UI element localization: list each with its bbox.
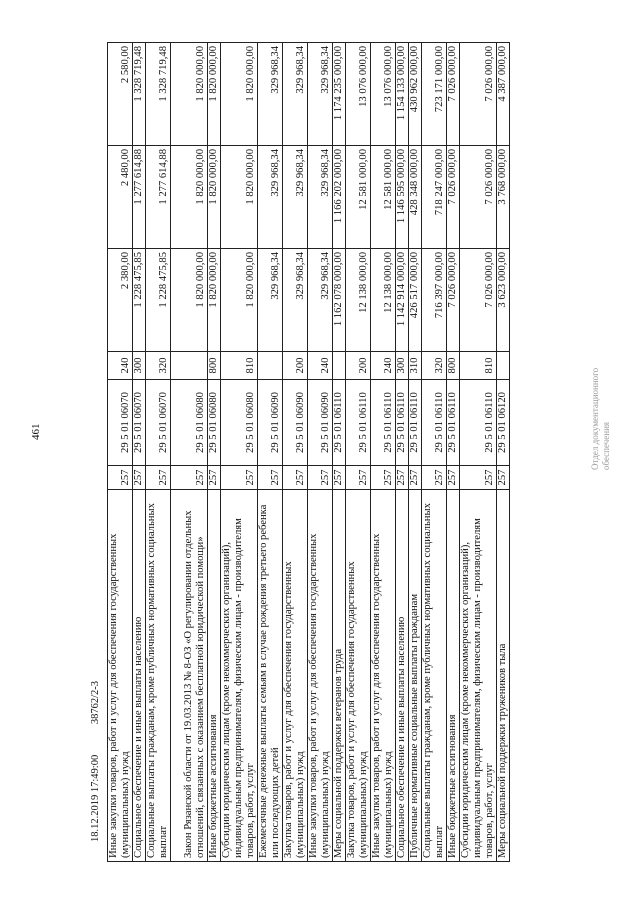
row-vr-code: 800 — [447, 352, 460, 380]
row-amount-year2: 329 968,34 — [258, 146, 283, 249]
row-gr-code: 257 — [422, 466, 447, 490]
row-amount-year1: 7 026 000,00 — [460, 249, 497, 352]
row-amount-year3: 7 026 000,00 — [447, 43, 460, 146]
table-row — [497, 43, 510, 862]
row-amount-year1: 426 517 000,00 — [409, 249, 422, 352]
row-vr-code — [258, 352, 283, 380]
row-gr-code: 257 — [308, 466, 333, 490]
table-row — [108, 43, 133, 862]
row-amount-year2: 428 348 000,00 — [409, 146, 422, 249]
row-name: Закон Рязанской области от 19.03.2013 № 8-ОЗ «О регулировании отдельных отношений, связанных с оказанием бесплатной юридической помощи» — [171, 490, 208, 862]
row-vr-code — [171, 352, 208, 380]
row-amount-year2: 718 247 000,00 — [422, 146, 447, 249]
row-csr-code: 29 5 01 06110 — [447, 380, 460, 466]
row-name: Субсидии юридическим лицам (кроме некоммерческих организаций), индивидуальным предпринимателям, физическим лицам - производителям товаров, работ, услуг — [221, 490, 258, 862]
row-amount-year3: 13 076 000,00 — [371, 43, 396, 146]
row-amount-year3: 1 174 235 000,00 — [333, 43, 346, 146]
table-row — [133, 43, 146, 862]
row-name: Ежемесячные денежные выплаты семьям в случае рождения третьего ребенка или последующих детей — [258, 490, 283, 862]
budget-table-body — [108, 43, 510, 862]
row-amount-year1: 7 026 000,00 — [447, 249, 460, 352]
row-csr-code: 29 5 01 06110 — [371, 380, 396, 466]
row-vr-code — [333, 352, 346, 380]
row-amount-year3: 1 820 000,00 — [171, 43, 208, 146]
table-row — [346, 43, 371, 862]
row-vr-code — [497, 352, 510, 380]
row-gr-code: 257 — [146, 466, 171, 490]
table-row — [171, 43, 208, 862]
row-csr-code: 29 5 01 06110 — [396, 380, 409, 466]
row-vr-code: 810 — [460, 352, 497, 380]
row-csr-code: 29 5 01 06080 — [171, 380, 208, 466]
row-amount-year1: 329 968,34 — [283, 249, 308, 352]
row-gr-code: 257 — [447, 466, 460, 490]
row-csr-code: 29 5 01 06080 — [221, 380, 258, 466]
row-name: Субсидии юридическим лицам (кроме некоммерческих организаций), индивидуальным предпринимателям, физическим лицам - производителям товаров, работ, услуг — [460, 490, 497, 862]
row-csr-code: 29 5 01 06110 — [409, 380, 422, 466]
row-name: Иные бюджетные ассигнования — [208, 490, 221, 862]
row-amount-year1: 3 623 000,00 — [497, 249, 510, 352]
row-gr-code: 257 — [171, 466, 208, 490]
row-amount-year2: 1 820 000,00 — [208, 146, 221, 249]
row-gr-code: 257 — [409, 466, 422, 490]
table-row — [146, 43, 171, 862]
row-name: Меры социальной поддержки ветеранов труда — [333, 490, 346, 862]
table-row — [460, 43, 497, 862]
table-row — [409, 43, 422, 862]
row-vr-code: 800 — [208, 352, 221, 380]
row-name: Иные закупки товаров, работ и услуг для обеспечения государственных (муниципальных) нужд — [308, 490, 333, 862]
row-amount-year2: 1 820 000,00 — [221, 146, 258, 249]
row-csr-code: 29 5 01 06090 — [258, 380, 283, 466]
row-amount-year3: 1 154 133 000,00 — [396, 43, 409, 146]
row-amount-year1: 1 162 078 000,00 — [333, 249, 346, 352]
row-csr-code: 29 5 01 06070 — [146, 380, 171, 466]
row-amount-year3: 13 076 000,00 — [346, 43, 371, 146]
row-name: Социальные выплаты гражданам, кроме публичных нормативных социальных выплат — [146, 490, 171, 862]
row-amount-year2: 1 166 202 000,00 — [333, 146, 346, 249]
stamp-line-1: Отдел документационного — [590, 367, 600, 470]
row-name: Закупка товаров, работ и услуг для обеспечения государственных (муниципальных) нужд — [346, 490, 371, 862]
row-amount-year2: 329 968,34 — [308, 146, 333, 249]
row-csr-code: 29 5 01 06070 — [108, 380, 133, 466]
table-row — [221, 43, 258, 862]
row-amount-year1: 329 968,34 — [308, 249, 333, 352]
row-amount-year1: 2 380,00 — [108, 249, 133, 352]
row-gr-code: 257 — [346, 466, 371, 490]
footer — [90, 653, 101, 842]
row-amount-year2: 12 581 000,00 — [371, 146, 396, 249]
row-amount-year1: 1 228 475,85 — [146, 249, 171, 352]
row-name: Социальные выплаты гражданам, кроме публичных нормативных социальных выплат — [422, 490, 447, 862]
table-row — [447, 43, 460, 862]
table-row — [283, 43, 308, 862]
row-amount-year3: 1 820 000,00 — [221, 43, 258, 146]
row-amount-year1: 1 228 475,85 — [133, 249, 146, 352]
row-gr-code: 257 — [371, 466, 396, 490]
row-vr-code: 300 — [133, 352, 146, 380]
row-vr-code: 240 — [108, 352, 133, 380]
table-row — [422, 43, 447, 862]
row-gr-code: 257 — [133, 466, 146, 490]
row-amount-year1: 329 968,34 — [258, 249, 283, 352]
row-amount-year3: 329 968,34 — [283, 43, 308, 146]
table-row — [396, 43, 409, 862]
row-gr-code: 257 — [221, 466, 258, 490]
row-amount-year2: 1 146 595 000,00 — [396, 146, 409, 249]
row-vr-code: 240 — [308, 352, 333, 380]
row-name: Иные бюджетные ассигнования — [447, 490, 460, 862]
row-csr-code: 29 5 01 06070 — [133, 380, 146, 466]
row-vr-code: 810 — [221, 352, 258, 380]
row-gr-code: 257 — [108, 466, 133, 490]
row-gr-code: 257 — [460, 466, 497, 490]
stamp-line-2: обеспечения — [601, 421, 611, 470]
row-csr-code: 29 5 01 06090 — [308, 380, 333, 466]
row-name: Социальное обеспечение и иные выплаты населению — [396, 490, 409, 862]
department-stamp — [590, 368, 612, 470]
row-gr-code: 257 — [396, 466, 409, 490]
row-vr-code: 200 — [283, 352, 308, 380]
row-amount-year2: 1 277 614,88 — [133, 146, 146, 249]
row-amount-year1: 1 820 000,00 — [221, 249, 258, 352]
row-amount-year1: 1 820 000,00 — [208, 249, 221, 352]
row-amount-year2: 1 820 000,00 — [171, 146, 208, 249]
row-amount-year3: 1 328 719,48 — [146, 43, 171, 146]
row-vr-code: 320 — [422, 352, 447, 380]
row-amount-year3: 1 820 000,00 — [208, 43, 221, 146]
footer-timestamp: 18.12.2019 17:49:00 — [90, 754, 101, 842]
row-gr-code: 257 — [208, 466, 221, 490]
table-row — [308, 43, 333, 862]
row-amount-year2: 2 480,00 — [108, 146, 133, 249]
row-gr-code: 257 — [333, 466, 346, 490]
row-name: Публичные нормативные социальные выплаты гражданам — [409, 490, 422, 862]
row-amount-year2: 3 768 000,00 — [497, 146, 510, 249]
row-amount-year3: 4 387 000,00 — [497, 43, 510, 146]
row-csr-code: 29 5 01 06110 — [346, 380, 371, 466]
row-csr-code: 29 5 01 06120 — [497, 380, 510, 466]
table-row — [333, 43, 346, 862]
row-amount-year1: 1 820 000,00 — [171, 249, 208, 352]
row-vr-code: 310 — [409, 352, 422, 380]
row-amount-year3: 430 962 000,00 — [409, 43, 422, 146]
row-name: Социальное обеспечение и иные выплаты населению — [133, 490, 146, 862]
row-amount-year1: 12 138 000,00 — [371, 249, 396, 352]
row-gr-code: 257 — [258, 466, 283, 490]
row-csr-code: 29 5 01 06090 — [283, 380, 308, 466]
row-name: Иные закупки товаров, работ и услуг для обеспечения государственных (муниципальных) нужд — [371, 490, 396, 862]
row-amount-year3: 1 328 719,48 — [133, 43, 146, 146]
row-vr-code: 300 — [396, 352, 409, 380]
row-amount-year2: 7 026 000,00 — [447, 146, 460, 249]
row-csr-code: 29 5 01 06110 — [460, 380, 497, 466]
budget-table — [107, 42, 510, 862]
row-amount-year3: 329 968,34 — [258, 43, 283, 146]
row-name: Меры социальной поддержки тружеников тыла — [497, 490, 510, 862]
row-csr-code: 29 5 01 06110 — [422, 380, 447, 466]
row-name: Закупка товаров, работ и услуг для обеспечения государственных (муниципальных) нужд — [283, 490, 308, 862]
table-row — [208, 43, 221, 862]
row-csr-code: 29 5 01 06110 — [333, 380, 346, 466]
page-number: 461 — [30, 423, 42, 440]
row-amount-year3: 2 580,00 — [108, 43, 133, 146]
row-amount-year1: 12 138 000,00 — [346, 249, 371, 352]
row-gr-code: 257 — [497, 466, 510, 490]
row-vr-code: 200 — [346, 352, 371, 380]
row-csr-code: 29 5 01 06080 — [208, 380, 221, 466]
row-amount-year3: 723 171 000,00 — [422, 43, 447, 146]
row-amount-year1: 1 142 914 000,00 — [396, 249, 409, 352]
row-name: Иные закупки товаров, работ и услуг для обеспечения государственных (муниципальных) нужд — [108, 490, 133, 862]
row-vr-code: 320 — [146, 352, 171, 380]
row-amount-year3: 329 968,34 — [308, 43, 333, 146]
row-amount-year2: 1 277 614,88 — [146, 146, 171, 249]
row-amount-year2: 12 581 000,00 — [346, 146, 371, 249]
row-amount-year3: 7 026 000,00 — [460, 43, 497, 146]
row-vr-code: 240 — [371, 352, 396, 380]
row-amount-year2: 7 026 000,00 — [460, 146, 497, 249]
row-gr-code: 257 — [283, 466, 308, 490]
table-row — [258, 43, 283, 862]
table-row — [371, 43, 396, 862]
row-amount-year1: 716 397 000,00 — [422, 249, 447, 352]
row-amount-year2: 329 968,34 — [283, 146, 308, 249]
footer-doc-id: 38762/2-3 — [90, 680, 101, 725]
budget-table-rotated — [107, 42, 585, 862]
